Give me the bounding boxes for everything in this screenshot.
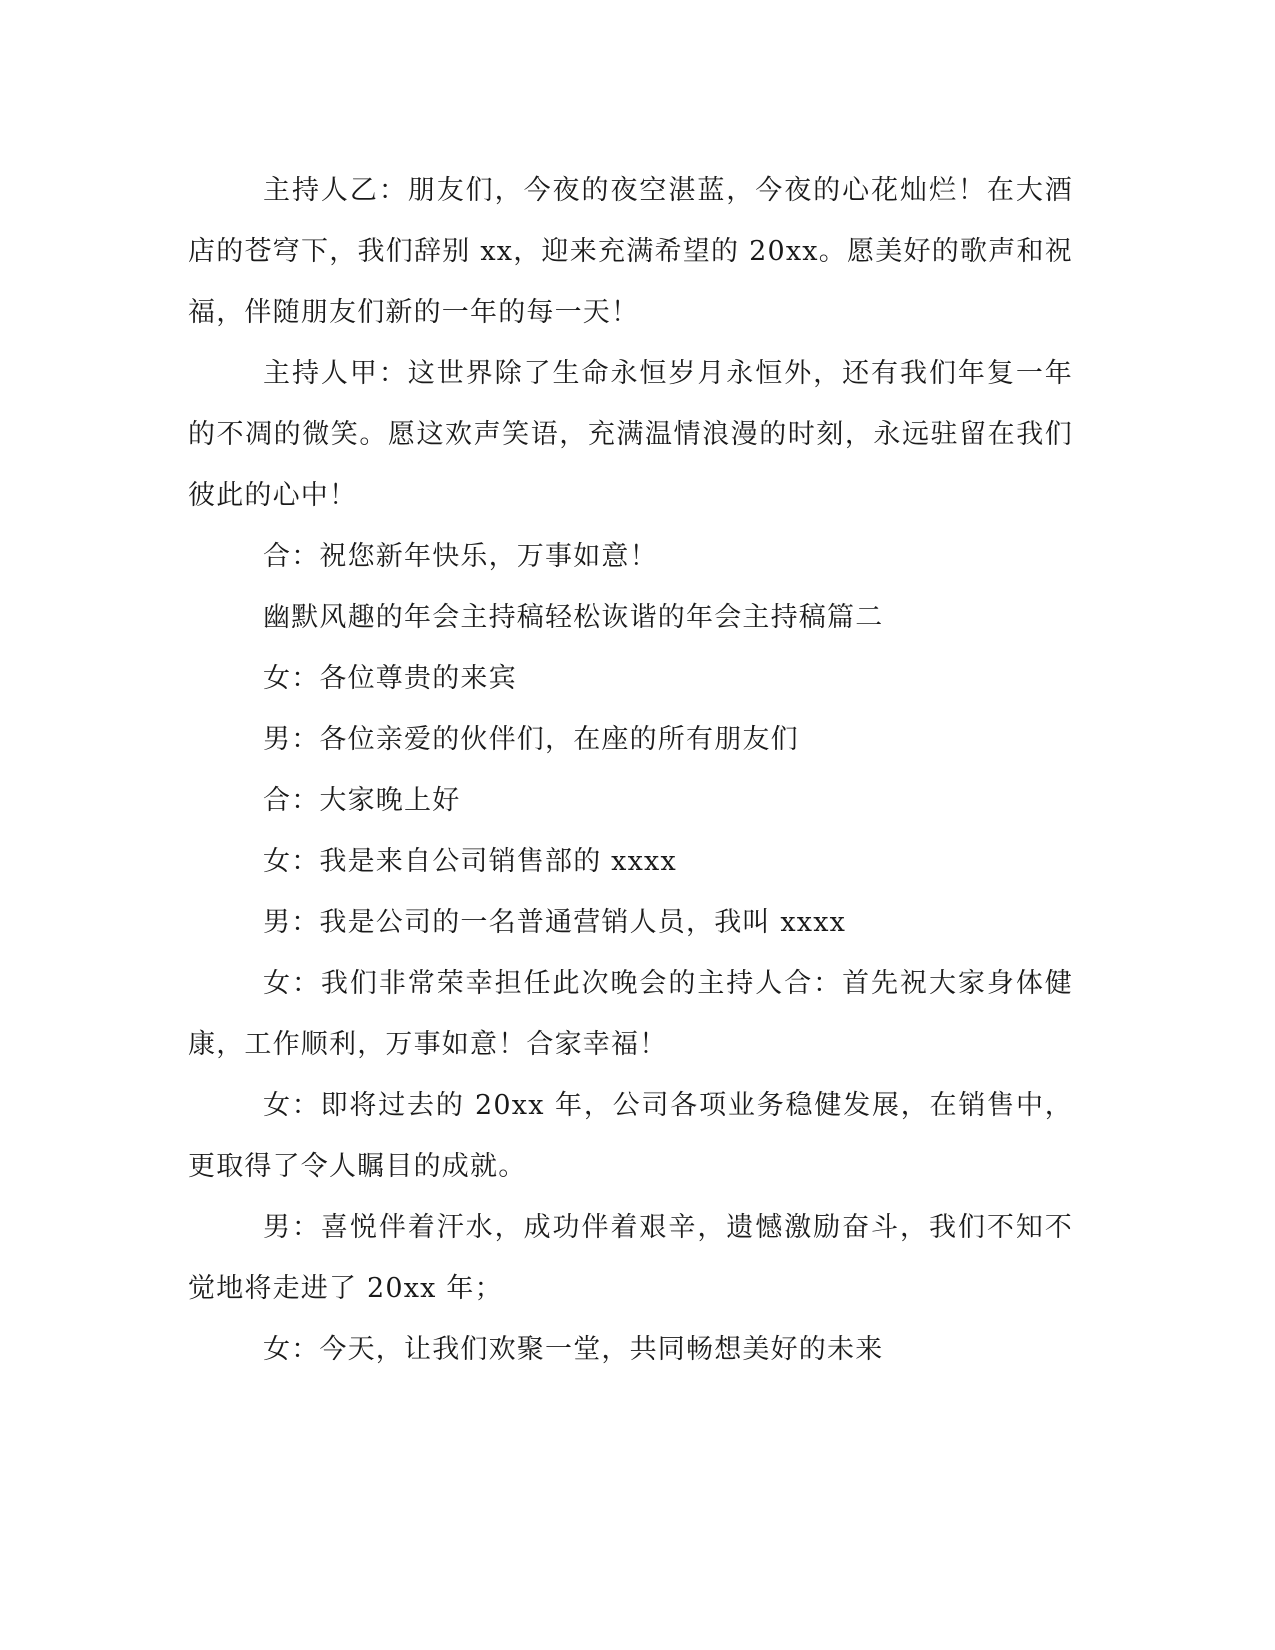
paragraph-host-a-greeting: 主持人甲：这世界除了生命永恒岁月永恒外，还有我们年复一年的不凋的微笑。愿这欢声笑语，充满温情浪漫的时刻，永远驻留在我们彼此的心中！ bbox=[188, 358, 1073, 511]
paragraph-female-honored: 女：我们非常荣幸担任此次晚会的主持人合：首先祝大家身体健康，工作顺利，万事如意！合家幸福！ bbox=[188, 968, 1073, 1060]
section-heading: 幽默风趣的年会主持稿轻松诙谐的年会主持稿篇二 bbox=[263, 602, 884, 633]
paragraph-together-wish: 合：祝您新年快乐，万事如意！ bbox=[263, 541, 658, 572]
paragraph-female-guests: 女：各位尊贵的来宾 bbox=[263, 663, 517, 694]
paragraph-male-partners: 男：各位亲爱的伙伴们，在座的所有朋友们 bbox=[263, 724, 799, 755]
paragraph-host-b-greeting: 主持人乙：朋友们，今夜的夜空湛蓝，今夜的心花灿烂！在大酒店的苍穹下，我们辞别 xx，迎来充满希望的 20xx。愿美好的歌声和祝福，伴随朋友们新的一年的每一天！ bbox=[188, 175, 1073, 328]
paragraph-together-good-evening: 合：大家晚上好 bbox=[263, 785, 461, 816]
paragraph-female-intro: 女：我是来自公司销售部的 xxxx bbox=[263, 846, 677, 877]
document-body bbox=[188, 160, 1073, 1380]
paragraph-female-future: 女：今天，让我们欢聚一堂，共同畅想美好的未来 bbox=[263, 1334, 884, 1365]
paragraph-female-review: 女：即将过去的 20xx 年，公司各项业务稳健发展，在销售中，更取得了令人瞩目的成就。 bbox=[188, 1090, 1073, 1182]
paragraph-male-reflection: 男：喜悦伴着汗水，成功伴着艰辛，遗憾激励奋斗，我们不知不觉地将走进了 20xx 年； bbox=[188, 1212, 1073, 1304]
paragraph-male-intro: 男：我是公司的一名普通营销人员，我叫 xxxx bbox=[263, 907, 847, 938]
